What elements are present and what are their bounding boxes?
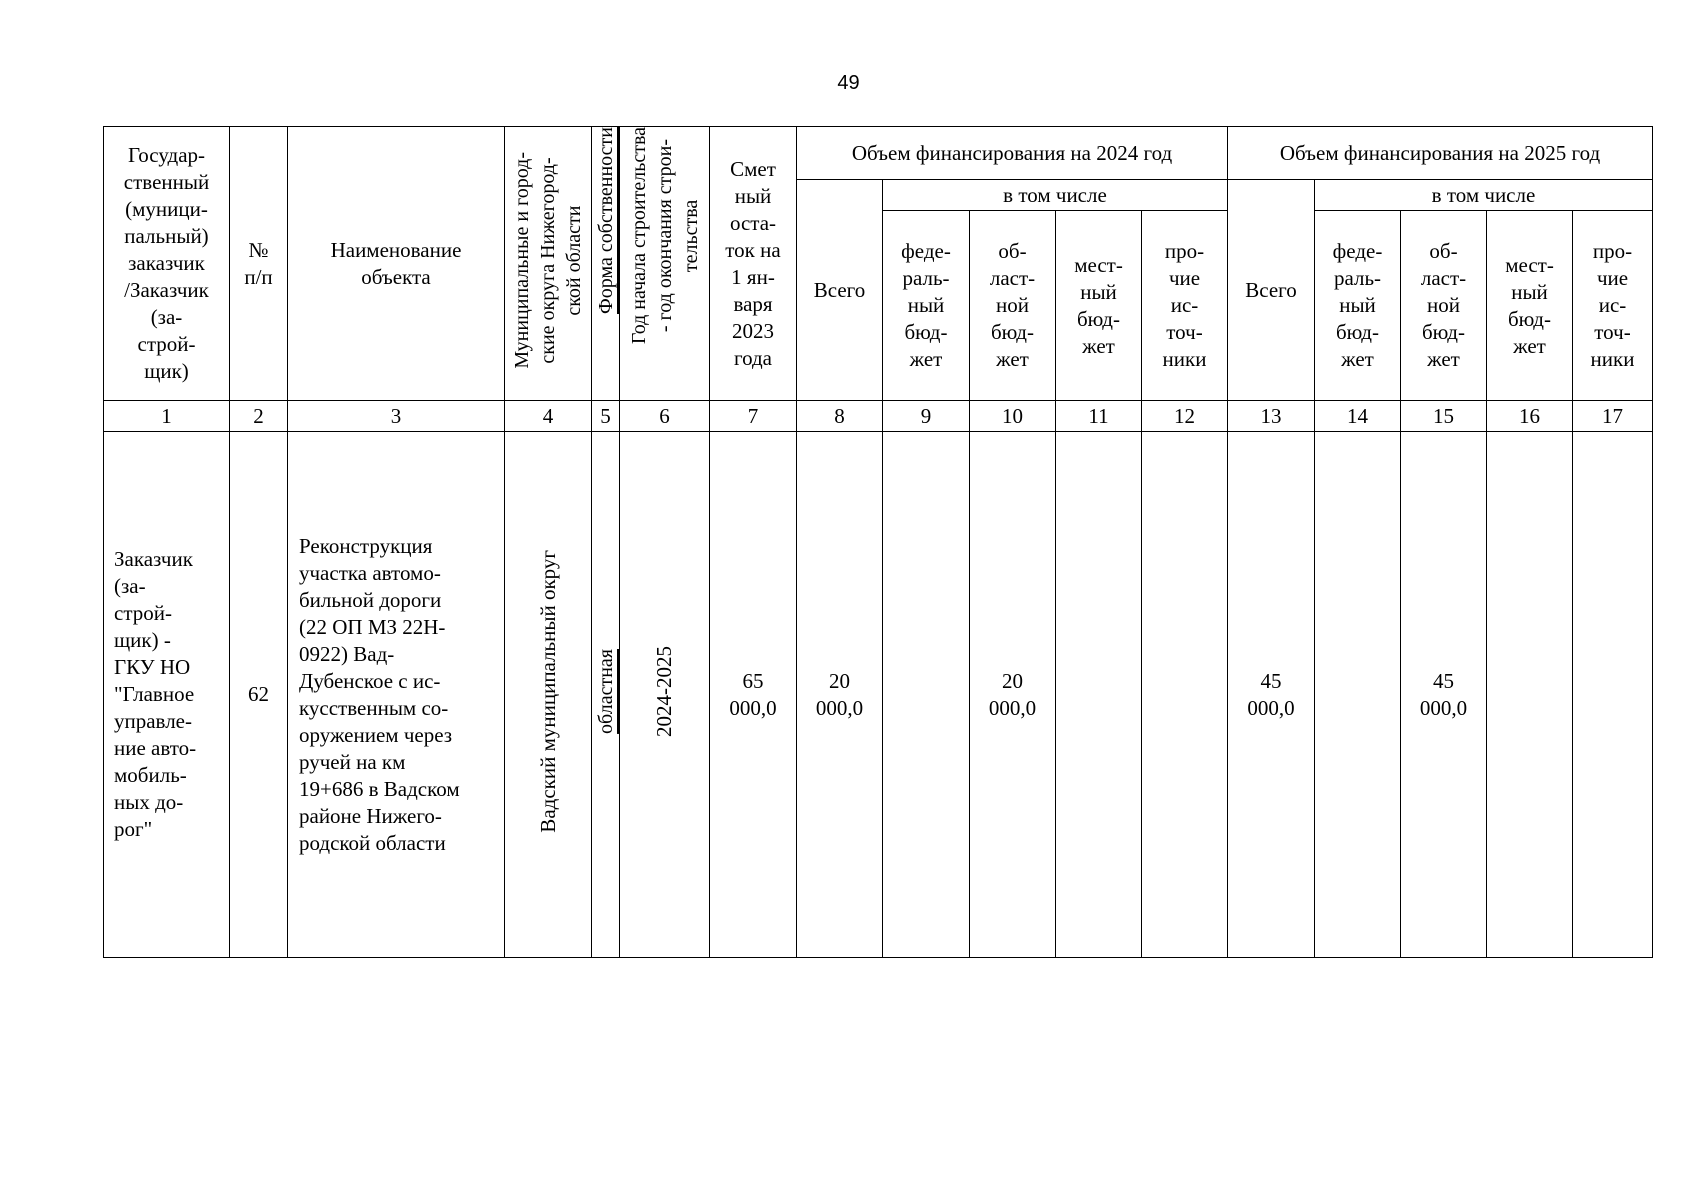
- row-local-2025: [1487, 432, 1573, 958]
- column-number: 8: [797, 401, 883, 432]
- header-local-2024: мест- ный бюд- жет: [1056, 211, 1142, 401]
- header-years-cell: [620, 127, 710, 401]
- header-federal-2024: феде- раль- ный бюд- жет: [883, 211, 970, 401]
- row-regional-2024: 20 000,0: [970, 432, 1056, 958]
- header-municipality-cell: [505, 127, 592, 401]
- header-other-2025: про- чие ис- точ- ники: [1573, 211, 1653, 401]
- header-including-2025: в том числе: [1315, 180, 1653, 211]
- column-number: 5: [592, 401, 620, 432]
- row-customer: Заказчик (за- строй- щик) - ГКУ НО "Главное управле- ние авто- мобиль- ных до- рог": [104, 432, 230, 958]
- row-local-2024: [1056, 432, 1142, 958]
- header-fin-2024: Объем финансирования на 2024 год: [797, 127, 1228, 180]
- header-including-2024: в том числе: [883, 180, 1228, 211]
- header-municipality: Муниципальные и город- ские округа Нижегород- ской области: [511, 151, 585, 369]
- row-federal-2025: [1315, 432, 1401, 958]
- header-object-name: Наименование объекта: [288, 127, 505, 401]
- column-number: 3: [288, 401, 505, 432]
- column-number: 11: [1056, 401, 1142, 432]
- column-number: 2: [230, 401, 288, 432]
- header-total-2025: Всего: [1228, 180, 1315, 401]
- header-ownership: Форма собственности: [594, 127, 617, 314]
- row-total-2025: 45 000,0: [1228, 432, 1315, 958]
- column-number: 14: [1315, 401, 1401, 432]
- header-years: Год начала строительства - год окончания строи- тельства: [627, 127, 702, 345]
- row-federal-2024: [883, 432, 970, 958]
- header-number: № п/п: [230, 127, 288, 401]
- table-row: [104, 432, 1653, 958]
- row-years: 2024-2025: [652, 645, 676, 737]
- row-balance: 65 000,0: [710, 432, 797, 958]
- header-total-2024: Всего: [797, 180, 883, 401]
- column-number: 10: [970, 401, 1056, 432]
- row-regional-2025: 45 000,0: [1401, 432, 1487, 958]
- header-fin-2025: Объем финансирования на 2025 год: [1228, 127, 1653, 180]
- column-number: 17: [1573, 401, 1653, 432]
- row-ownership: областная: [594, 648, 617, 734]
- row-years-cell: [620, 432, 710, 958]
- column-number: 12: [1142, 401, 1228, 432]
- row-other-2024: [1142, 432, 1228, 958]
- header-row-1: [104, 127, 1653, 180]
- page-number: 49: [837, 72, 860, 94]
- header-regional-2024: об- ласт- ной бюд- жет: [970, 211, 1056, 401]
- column-number: 15: [1401, 401, 1487, 432]
- investment-table: [103, 126, 1653, 958]
- row-total-2024: 20 000,0: [797, 432, 883, 958]
- column-number: 9: [883, 401, 970, 432]
- column-number: 1: [104, 401, 230, 432]
- row-number: 62: [230, 432, 288, 958]
- row-other-2025: [1573, 432, 1653, 958]
- header-balance: Смет ный оста- ток на 1 ян- варя 2023 года: [710, 127, 797, 401]
- header-ownership-cell: [592, 127, 620, 401]
- header-federal-2025: феде- раль- ный бюд- жет: [1315, 211, 1401, 401]
- row-municipality-cell: [505, 432, 592, 958]
- header-regional-2025: об- ласт- ной бюд- жет: [1401, 211, 1487, 401]
- row-object-name: Реконструкция участка автомо- бильной дороги (22 ОП МЗ 22Н- 0922) Вад- Дубенское с ис- кусственным со- оружением через ручей на км 19+686 в Вадском районе Нижего- родской области: [288, 432, 505, 958]
- column-number-row: [104, 401, 1653, 432]
- column-number: 13: [1228, 401, 1315, 432]
- header-local-2025: мест- ный бюд- жет: [1487, 211, 1573, 401]
- column-number: 6: [620, 401, 710, 432]
- header-other-2024: про- чие ис- точ- ники: [1142, 211, 1228, 401]
- row-ownership-cell: [592, 432, 620, 958]
- column-number: 16: [1487, 401, 1573, 432]
- header-customer: Государ- ственный (муници- пальный) заказчик /Заказчик (за- строй- щик): [104, 127, 230, 401]
- column-number: 7: [710, 401, 797, 432]
- row-municipality: Вадский муниципальный округ: [535, 549, 560, 833]
- column-number: 4: [505, 401, 592, 432]
